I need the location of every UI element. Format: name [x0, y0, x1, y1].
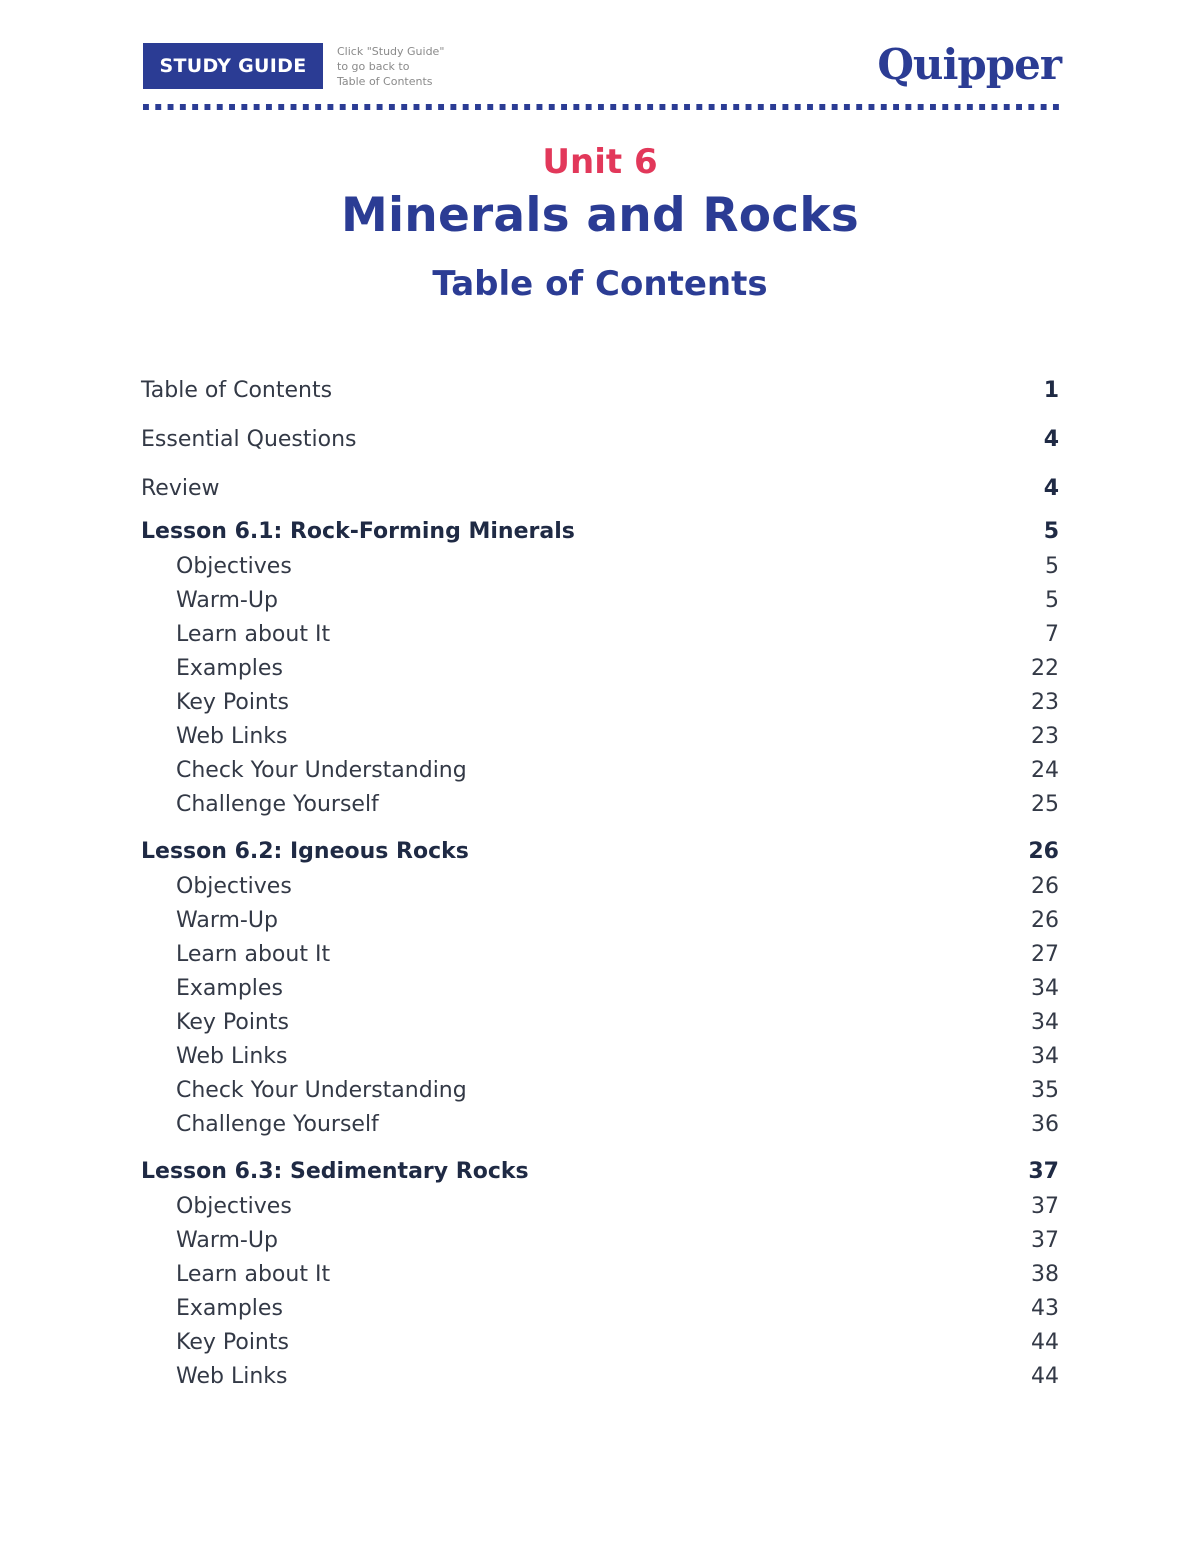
- toc-page-number: 25: [1031, 791, 1059, 817]
- toc-page-number: 23: [1031, 689, 1059, 715]
- toc-entry-label: Review: [141, 476, 220, 501]
- hint-line: Click "Study Guide": [337, 45, 445, 58]
- toc-heading: Table of Contents: [432, 264, 768, 304]
- toc-page-number: 35: [1031, 1077, 1059, 1103]
- toc-entry[interactable]: [141, 366, 1059, 415]
- toc-entry-label: Essential Questions: [141, 427, 357, 452]
- toc-subentry[interactable]: [141, 1223, 1059, 1257]
- toc-subentry[interactable]: [141, 549, 1059, 583]
- toc-page-number: 34: [1031, 1009, 1059, 1035]
- toc-entry[interactable]: [141, 415, 1059, 464]
- toc-lesson-entry[interactable]: [141, 1153, 1059, 1189]
- toc-entry-label: Objectives: [176, 553, 292, 579]
- toc-page-number: 37: [1028, 1158, 1059, 1184]
- toc-subentry[interactable]: [141, 617, 1059, 651]
- toc-page-number: 1: [1043, 378, 1059, 403]
- toc-entry-label: Lesson 6.3: Sedimentary Rocks: [141, 1158, 529, 1184]
- toc-page-number: 7: [1045, 621, 1059, 647]
- toc-page-number: 26: [1031, 873, 1059, 899]
- toc-subentry[interactable]: [141, 903, 1059, 937]
- toc-page-number: 4: [1043, 427, 1059, 452]
- toc-entry-label: Lesson 6.1: Rock-Forming Minerals: [141, 518, 575, 544]
- toc-entry-label: Challenge Yourself: [176, 791, 379, 817]
- toc-page-number: 26: [1028, 838, 1059, 864]
- quipper-logo: Quipper: [877, 40, 1061, 89]
- study-guide-button[interactable]: STUDY GUIDE: [143, 43, 323, 89]
- toc-subentry[interactable]: [141, 869, 1059, 903]
- toc-subentry[interactable]: [141, 971, 1059, 1005]
- toc-entry-label: Objectives: [176, 1193, 292, 1219]
- toc-page-number: 5: [1045, 587, 1059, 613]
- toc-page-number: 36: [1031, 1111, 1059, 1137]
- toc-entry-label: Learn about It: [176, 1261, 331, 1287]
- toc-subentry[interactable]: [141, 719, 1059, 753]
- toc-entry-label: Warm-Up: [176, 907, 278, 933]
- unit-label: Unit 6: [542, 142, 658, 182]
- toc-entry-label: Table of Contents: [141, 378, 333, 403]
- toc-subentry[interactable]: [141, 937, 1059, 971]
- toc-page-number: 34: [1031, 975, 1059, 1001]
- toc-page-number: 4: [1043, 476, 1059, 501]
- hint-line: to go back to: [337, 60, 410, 73]
- toc-subentry[interactable]: [141, 1291, 1059, 1325]
- toc-subentry[interactable]: [141, 1189, 1059, 1223]
- toc-entry-label: Check Your Understanding: [176, 1077, 467, 1103]
- toc-subentry[interactable]: [141, 1359, 1059, 1393]
- toc-lesson-entry[interactable]: [141, 833, 1059, 869]
- toc-entry-label: Check Your Understanding: [176, 757, 467, 783]
- toc-page-number: 5: [1045, 553, 1059, 579]
- toc-entry-label: Key Points: [176, 1329, 289, 1355]
- toc-subentry[interactable]: [141, 583, 1059, 617]
- toc-page-number: 38: [1031, 1261, 1059, 1287]
- hint-line: Table of Contents: [337, 75, 433, 88]
- toc-page-number: 24: [1031, 757, 1059, 783]
- toc-page-number: 5: [1043, 518, 1059, 544]
- toc-entry-label: Web Links: [176, 1363, 288, 1389]
- toc-entry-label: Examples: [176, 975, 283, 1001]
- toc-page-number: 44: [1031, 1363, 1059, 1389]
- toc-subentry[interactable]: [141, 1257, 1059, 1291]
- toc-subentry[interactable]: [141, 1073, 1059, 1107]
- toc-page-number: 23: [1031, 723, 1059, 749]
- toc-subentry[interactable]: [141, 1005, 1059, 1039]
- toc-subentry[interactable]: [141, 651, 1059, 685]
- toc-page-number: 27: [1031, 941, 1059, 967]
- toc-page-number: 37: [1031, 1193, 1059, 1219]
- toc-subentry[interactable]: [141, 753, 1059, 787]
- toc-entry-label: Warm-Up: [176, 1227, 278, 1253]
- toc-entry[interactable]: [141, 464, 1059, 513]
- toc-entry-label: Objectives: [176, 873, 292, 899]
- toc-page-number: 26: [1031, 907, 1059, 933]
- toc-page-number: 44: [1031, 1329, 1059, 1355]
- toc-entry-label: Warm-Up: [176, 587, 278, 613]
- toc-entry-label: Examples: [176, 655, 283, 681]
- toc-subentry[interactable]: [141, 685, 1059, 719]
- toc-entry-label: Examples: [176, 1295, 283, 1321]
- toc-page-number: 37: [1031, 1227, 1059, 1253]
- toc-subentry[interactable]: [141, 1325, 1059, 1359]
- study-guide-hint: [337, 44, 497, 89]
- toc-lesson-entry[interactable]: [141, 513, 1059, 549]
- toc-page-number: 34: [1031, 1043, 1059, 1069]
- table-of-contents: [141, 366, 1059, 1393]
- toc-entry-label: Learn about It: [176, 941, 331, 967]
- page-title: Minerals and Rocks: [341, 188, 859, 243]
- toc-subentry[interactable]: [141, 1039, 1059, 1073]
- toc-entry-label: Learn about It: [176, 621, 331, 647]
- toc-page-number: 22: [1031, 655, 1059, 681]
- header-divider: [143, 104, 1061, 110]
- toc-entry-label: Web Links: [176, 723, 288, 749]
- toc-entry-label: Key Points: [176, 1009, 289, 1035]
- toc-entry-label: Challenge Yourself: [176, 1111, 379, 1137]
- toc-entry-label: Key Points: [176, 689, 289, 715]
- toc-subentry[interactable]: [141, 787, 1059, 821]
- toc-entry-label: Web Links: [176, 1043, 288, 1069]
- toc-subentry[interactable]: [141, 1107, 1059, 1141]
- toc-page-number: 43: [1031, 1295, 1059, 1321]
- page-header: [143, 42, 1061, 90]
- toc-entry-label: Lesson 6.2: Igneous Rocks: [141, 838, 469, 864]
